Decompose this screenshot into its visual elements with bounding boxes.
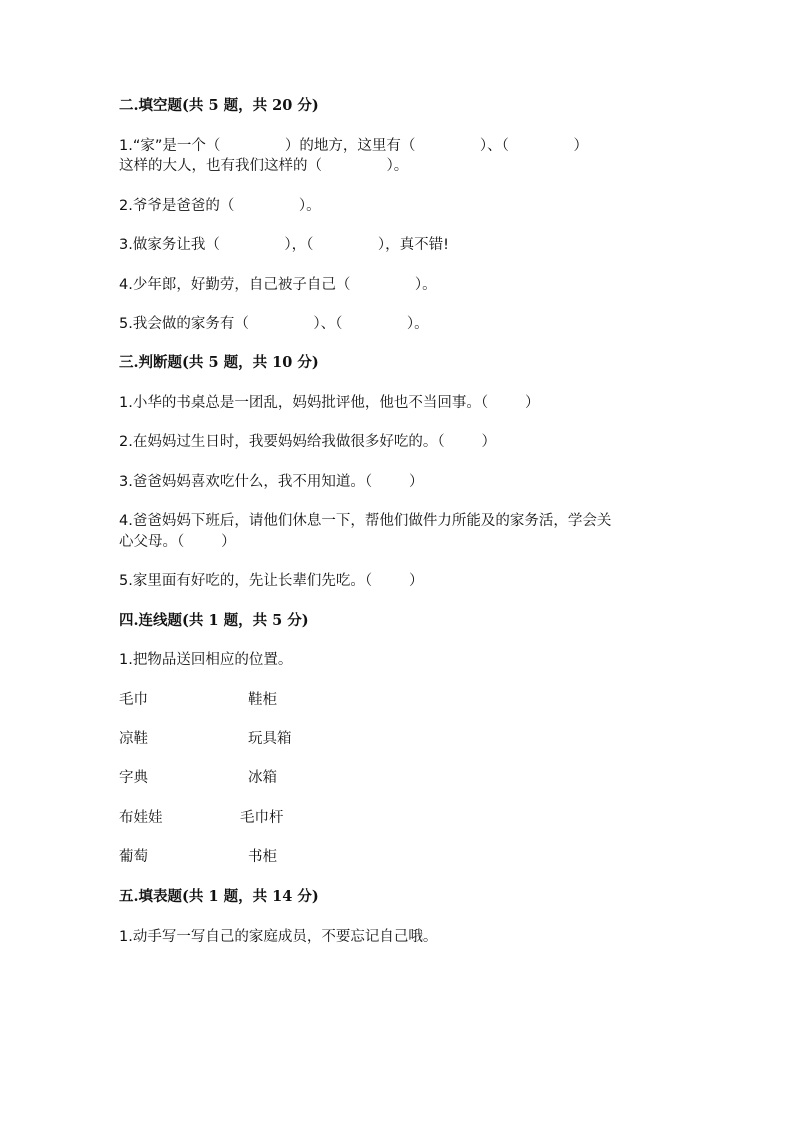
judge-question-3: 3.爸爸妈妈喜欢吃什么，我不用知道。（ ）: [119, 474, 424, 490]
match-right-item: 鞋柜: [248, 692, 277, 708]
fill-question-2: 2.爷爷是爸爸的（ ）。: [119, 198, 321, 214]
match-left-item: 布娃娃: [119, 810, 163, 826]
match-left-item: 毛巾: [119, 692, 148, 708]
fill-question-4: 4.少年郎，好勤劳，自己被子自己（ ）。: [119, 277, 437, 293]
fill-question-5: 5.我会做的家务有（ ）、（ ）。: [119, 316, 429, 332]
judge-question-2: 2.在妈妈过生日时，我要妈妈给我做很多好吃的。（ ）: [119, 434, 496, 450]
section-2-heading: 二.填空题(共 5 题，共 20 分): [119, 97, 319, 114]
judge-question-5: 5.家里面有好吃的，先让长辈们先吃。（ ）: [119, 573, 424, 589]
fill-question-1-line-1: 1.“家”是一个（ ）的地方，这里有（ ）、（ ）: [119, 138, 588, 154]
match-right-item: 书柜: [248, 849, 277, 865]
match-question-1: 1.把物品送回相应的位置。: [119, 652, 293, 668]
judge-question-4-line-2: 心父母。（ ）: [119, 534, 236, 550]
judge-question-1: 1.小华的书桌总是一团乱，妈妈批评他，他也不当回事。（ ）: [119, 395, 540, 411]
match-right-item: 冰箱: [248, 770, 277, 786]
match-right-item: 毛巾杆: [240, 810, 284, 826]
fill-question-3: 3.做家务让我（ ），（ ），真不错!: [119, 237, 449, 253]
match-left-item: 葡萄: [119, 849, 148, 865]
section-4-heading: 四.连线题(共 1 题，共 5 分): [119, 612, 309, 629]
section-5-heading: 五.填表题(共 1 题，共 14 分): [119, 888, 319, 905]
match-right-item: 玩具箱: [248, 731, 292, 747]
table-question-1: 1.动手写一写自己的家庭成员，不要忘记自己哦。: [119, 929, 438, 945]
match-left-item: 凉鞋: [119, 731, 148, 747]
section-3-heading: 三.判断题(共 5 题，共 10 分): [119, 354, 319, 371]
match-left-item: 字典: [119, 770, 148, 786]
judge-question-4-line-1: 4.爸爸妈妈下班后，请他们休息一下，帮他们做件力所能及的家务活，学会关: [119, 513, 612, 529]
fill-question-1-line-2: 这样的大人，也有我们这样的（ ）。: [119, 158, 409, 174]
